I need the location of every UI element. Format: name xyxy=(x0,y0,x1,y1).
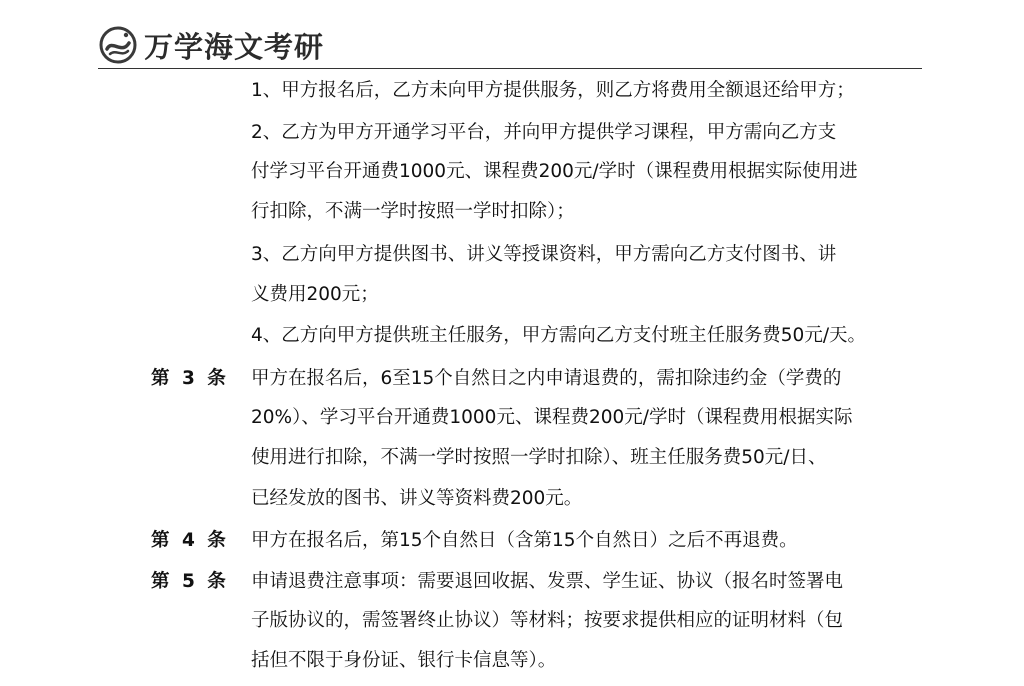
item-2-line-3: 行扣除，不满一学时按照一学时扣除）； xyxy=(251,201,575,222)
article-5-line-3: 括但不限于身份证、银行卡信息等）。 xyxy=(251,650,557,671)
article-3-line-1: 甲方在报名后，6至15个自然日之内申请退费的，需扣除违约金（学费的 xyxy=(251,368,842,389)
article-3-line-4: 已经发放的图书、讲义等资料费200元。 xyxy=(251,488,583,509)
item-2-line-1: 2、乙方为甲方开通学习平台，并向甲方提供学习课程，甲方需向乙方支 xyxy=(251,122,837,143)
header xyxy=(98,24,324,66)
article-3-line-2: 20%）、学习平台开通费1000元、课程费200元/学时（课程费用根据实际 xyxy=(251,407,853,428)
article-4-label: 第 4 条 xyxy=(151,530,229,551)
article-3-label: 第 3 条 xyxy=(151,368,229,389)
item-1-line-1: 1、甲方报名后，乙方未向甲方提供服务，则乙方将费用全额退还给甲方； xyxy=(251,80,855,101)
article-5-label: 第 5 条 xyxy=(151,571,229,592)
item-4-line-1: 4、乙方向甲方提供班主任服务，甲方需向乙方支付班主任服务费50元/天。 xyxy=(251,325,867,346)
brand-name: 万学海文考研 xyxy=(144,29,325,64)
item-3-line-1: 3、乙方向甲方提供图书、讲义等授课资料，甲方需向乙方支付图书、讲 xyxy=(251,244,837,265)
brand-logo-icon xyxy=(98,25,138,65)
article-5-line-2: 子版协议的，需签署终止协议）等材料；按要求提供相应的证明材料（包 xyxy=(251,610,844,631)
article-4-line-1: 甲方在报名后，第15个自然日（含第15个自然日）之后不再退费。 xyxy=(251,530,798,551)
article-3-line-3: 使用进行扣除，不满一学时按照一学时扣除）、班主任服务费50元/日、 xyxy=(251,447,827,468)
item-3-line-2: 义费用200元； xyxy=(251,284,379,305)
header-divider xyxy=(98,68,922,69)
article-5-line-1: 申请退费注意事项：需要退回收据、发票、学生证、协议（报名时签署电 xyxy=(251,571,844,592)
item-2-line-2: 付学习平台开通费1000元、课程费200元/学时（课程费用根据实际使用进 xyxy=(251,161,858,182)
